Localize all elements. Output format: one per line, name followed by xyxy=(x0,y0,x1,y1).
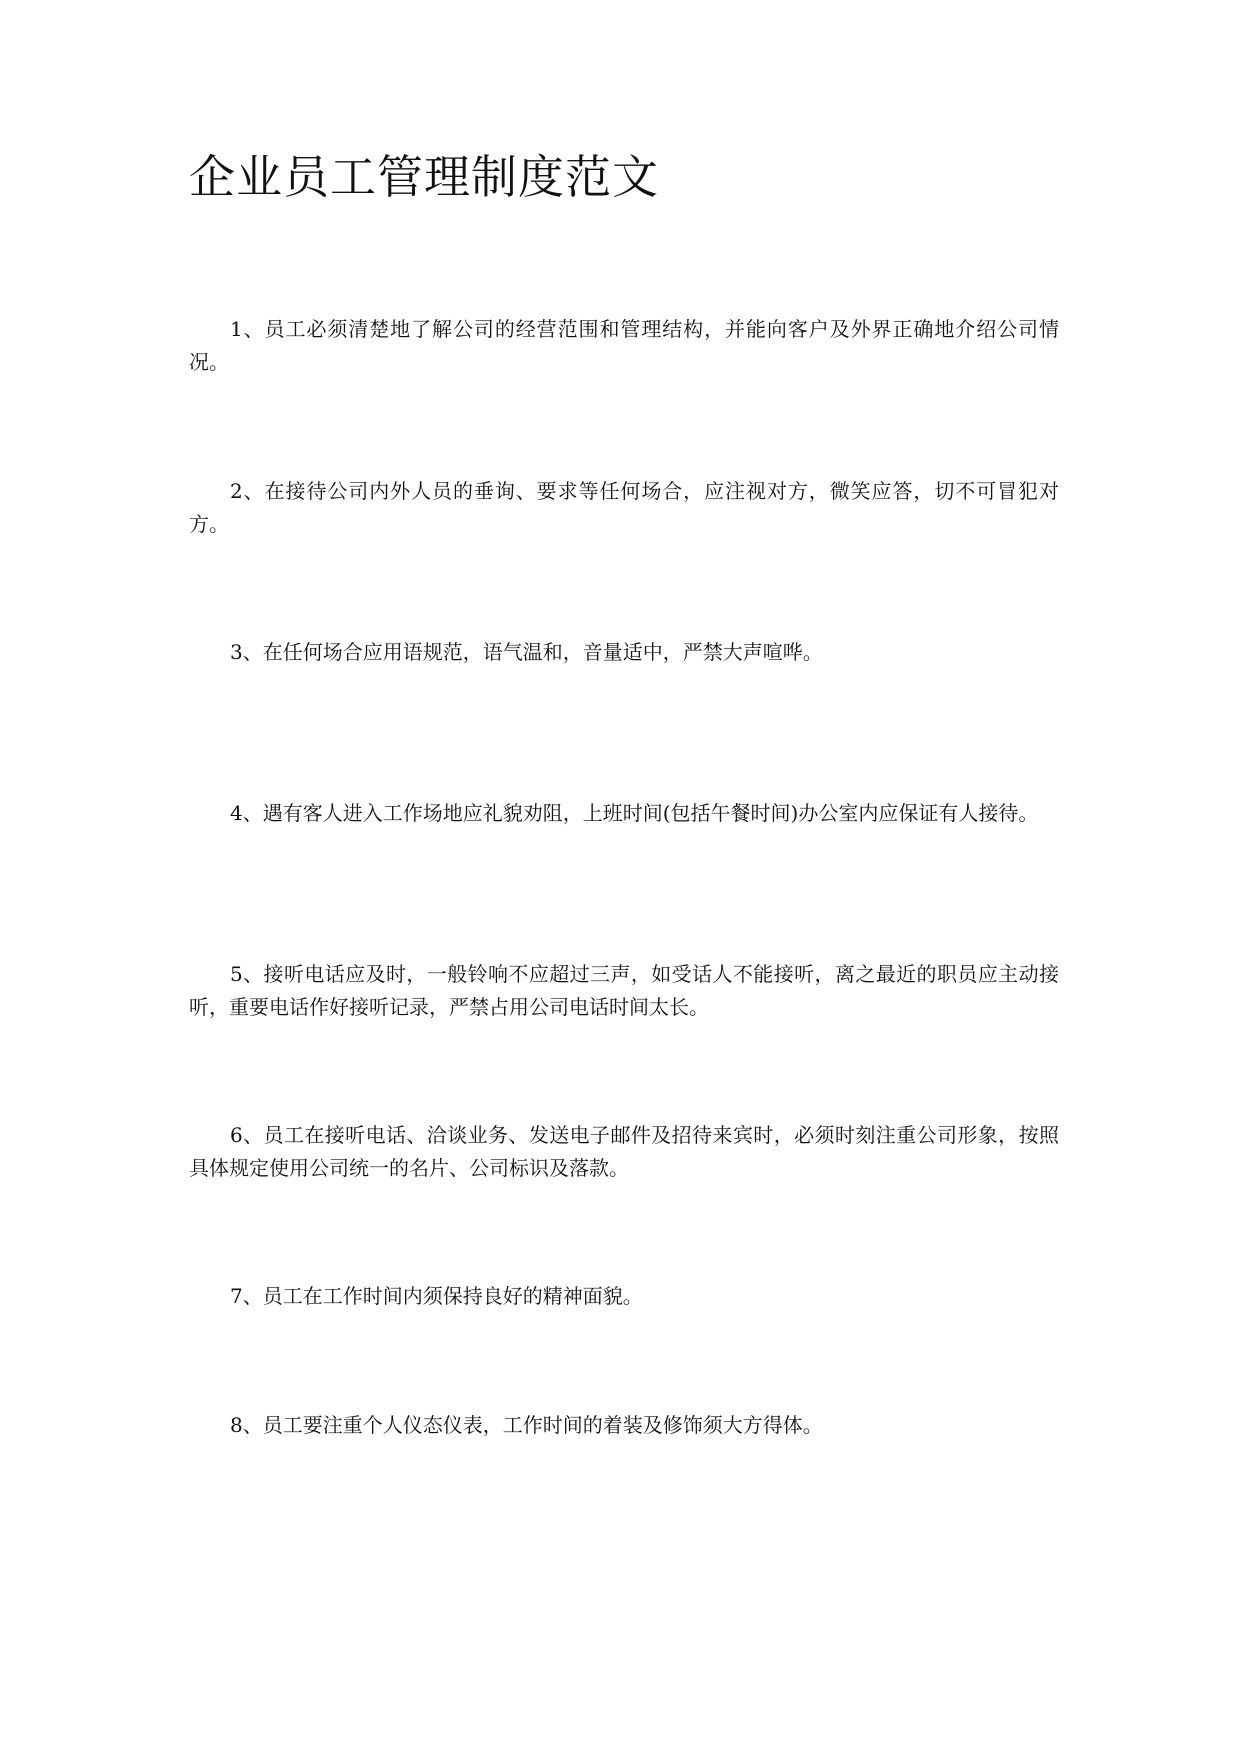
paragraph-3: 3、在任何场合应用语规范，语气温和，音量适中，严禁大声喧哗。 xyxy=(230,640,823,664)
paragraph-6: 6、员工在接听电话、洽谈业务、发送电子邮件及招待来宾时，必须时刻注重公司形象，按照具体规定使用公司统一的名片、公司标识及落款。 xyxy=(189,1123,1059,1180)
paragraph-2: 2、在接待公司内外人员的垂询、要求等任何场合，应注视对方，微笑应答，切不可冒犯对方。 xyxy=(189,479,1059,536)
paragraph-8: 8、员工要注重个人仪态仪表，工作时间的着装及修饰须大方得体。 xyxy=(230,1413,823,1437)
paragraph-5: 5、接听电话应及时，一般铃响不应超过三声，如受话人不能接听，离之最近的职员应主动接听，重要电话作好接听记录，严禁占用公司电话时间太长。 xyxy=(189,962,1059,1019)
paragraph-4: 4、遇有客人进入工作场地应礼貌劝阻，上班时间(包括午餐时间)办公室内应保证有人接待。 xyxy=(230,801,1039,825)
paragraph-7: 7、员工在工作时间内须保持良好的精神面貌。 xyxy=(230,1284,643,1308)
document-title: 企业员工管理制度范文 xyxy=(189,150,659,204)
paragraph-1: 1、员工必须清楚地了解公司的经营范围和管理结构，并能向客户及外界正确地介绍公司情况。 xyxy=(189,317,1059,374)
